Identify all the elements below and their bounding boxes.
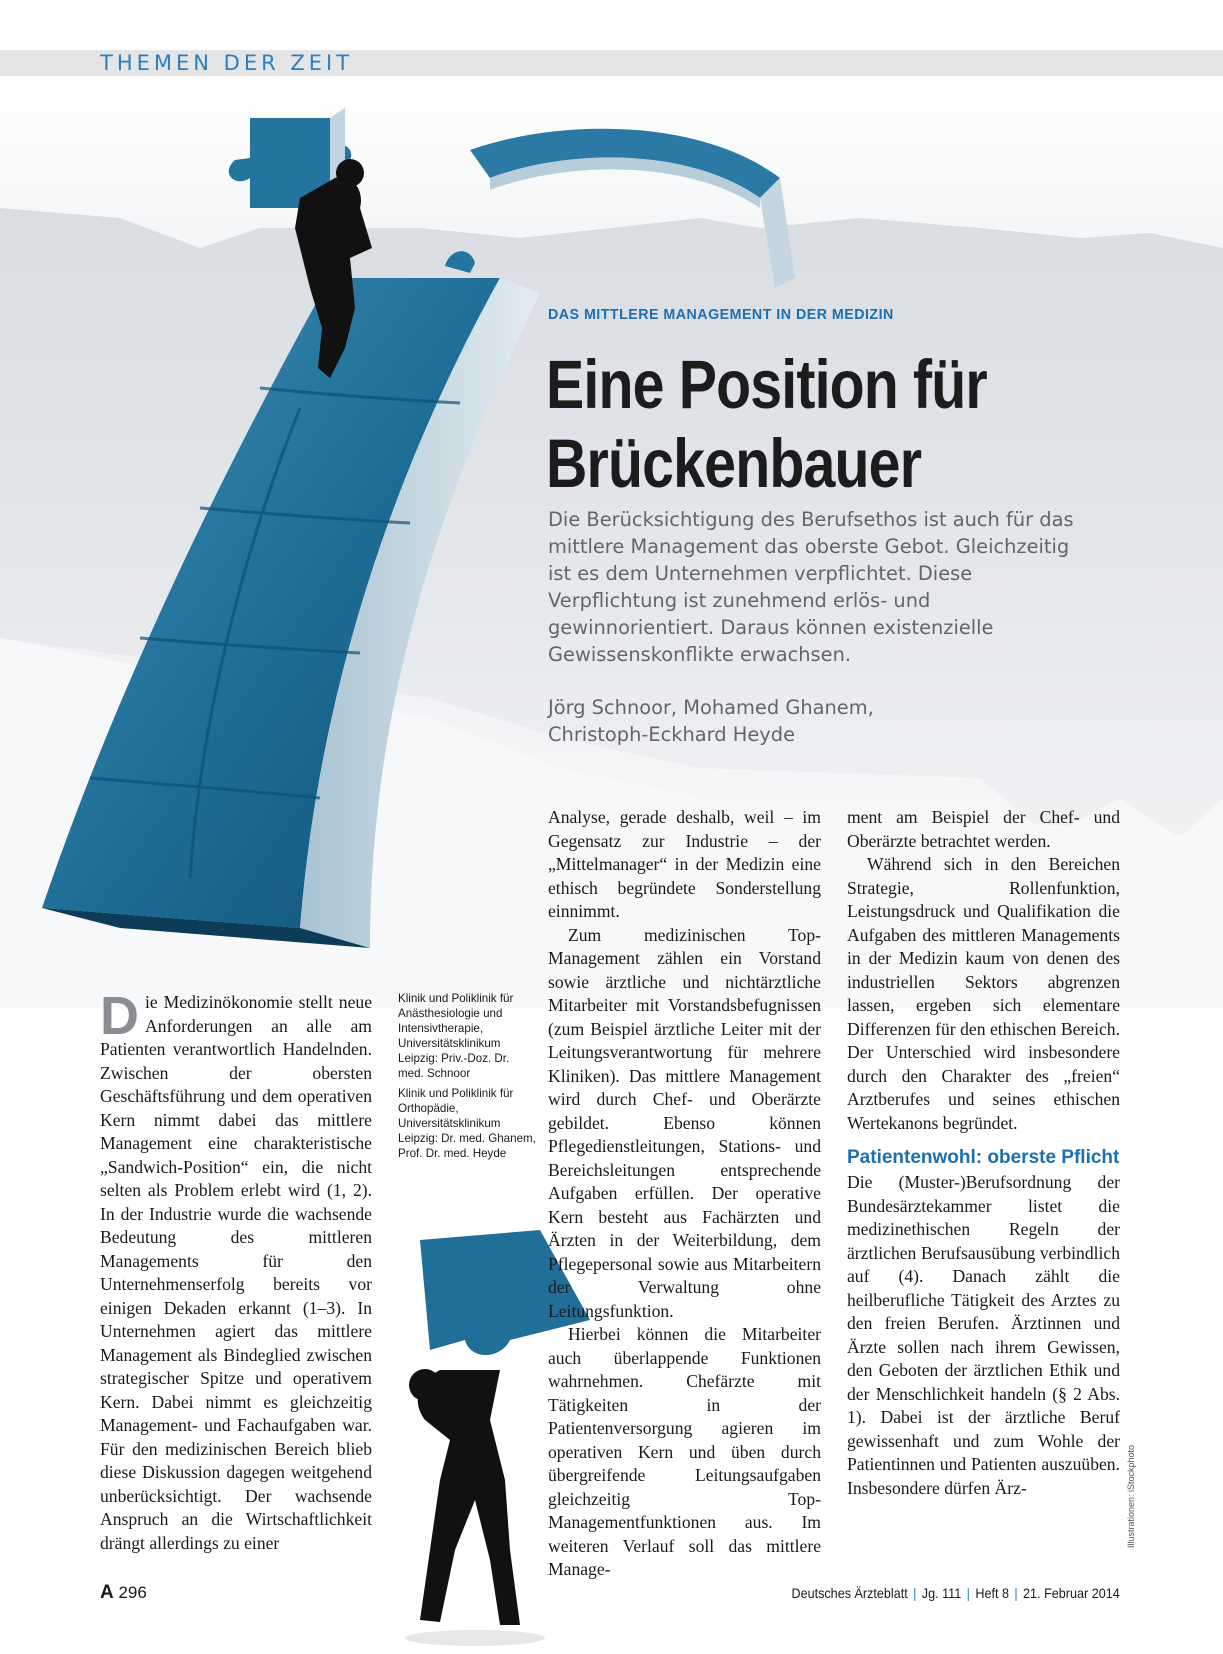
journal-issue: Heft 8 [975,1585,1010,1601]
affiliations [398,991,538,1161]
article-title [546,345,1077,503]
column-3-paragraph-2: Zum medizinischen Top-Management zählen ein Vorstand sowie ärztliche und nichtärztliche Mitarbeiter mit Vorstandsbefugnissen (zum Beispiel ärztliche Leiter mit der Leitungsverantwortung für mehrere Kliniken). Das mittlere Management wird durch Chef- und Oberärzte gebildet. Ebenso können Pflegedienstleitungen, Stations- und Bereichsleitungen entsprechende Aufgaben erfüllen. Der operative Kern besteht aus Fachärzten und Ärzten in der Weiterbildung, dem Pflegepersonal sowie aus Mitarbeitern der Verwaltung ohne Leitungsfunktion. [548,924,821,1321]
body-column-1 [100,986,372,1555]
column-4-paragraph-2: Während sich in den Bereichen Strategie, Rollenfunktion, Leistungsdruck und Qualifikation die Aufgaben des mittleren Managements in der Medizin kaum von denen des industriellen Sektors abgrenzen lassen, ergeben sich elementare Differenzen für den ethischen Bereich. Der Unterschied wird insbesondere durch den Charakter des „freien“ Arztberufes und seines ethischen Wertekanons begründet. [847,854,1120,1133]
title-line-1: Eine Position für [546,346,987,423]
page-number [100,1582,147,1604]
column-4-paragraph-1: ment am Beispiel der Chef- und Oberärzte betrachtet werden. [847,807,1120,851]
image-credit: Illustrationen: iStockphoto [1126,1444,1136,1548]
page-number-value: 296 [118,1583,147,1602]
body-column-3 [548,806,821,1582]
affiliation-2: Klinik und Poliklinik für Orthopädie, Universitätsklinikum Leipzig: Dr. med. Ghanem, Prof. Dr. med. Heyde [398,1087,536,1160]
section-label: THEMEN DER ZEIT [100,51,354,75]
dropcap: D [100,986,139,1046]
authors-line-2: Christoph-Eckhard Heyde [548,723,795,746]
journal-footer: Deutsches Ärzteblatt | Jg. 111 | Heft 8 | 21. Februar 2014 [791,1585,1120,1601]
column-3-paragraph-3: Hierbei können die Mitarbeiter auch überlappende Funktionen wahrnehmen. Chefärzte mit Tätigkeiten in der Patientenversorgung agieren im operativen Kern und üben durch übergreifende Leitungsaufgaben gleichzeitig Top-Managementfunktionen aus. Im weiteren Verlauf soll das mittlere Manage- [548,1324,821,1579]
article-kicker: DAS MITTLERE MANAGEMENT IN DER MEDIZIN [548,306,894,323]
journal-volume: Jg. 111 [922,1585,962,1601]
article-authors [548,694,1088,748]
body-column-4 [847,806,1120,1500]
journal-name: Deutsches Ärzteblatt [791,1585,909,1601]
page-prefix: A [100,1582,114,1603]
column-3-paragraph-1: Analyse, gerade deshalb, weil – im Gegensatz zur Industrie – der „Mittelmanager“ in der Medizin eine ethisch begründete Sonderstellung einnimmt. [548,807,821,921]
article-lead: Die Berücksichtigung des Berufsethos ist auch für das mittlere Management das oberste Gebot. Gleichzeitig ist es dem Unternehmen verpflichtet. Diese Verpflichtung ist zunehmend erlös- und gewinnorientiert. Daraus können existenzielle Gewissenskonflikte erwachsen. [548,508,1074,666]
subheading: Patientenwohl: oberste Pflicht [847,1147,1120,1168]
journal-date: 21. Februar 2014 [1023,1585,1120,1601]
column-1-text: ie Medizinökonomie stellt neue Anforderungen an alle am Patienten verantwortlich Handelnden. Zwischen der obersten Geschäftsführung und dem operativen Kern nimmt dabei das mittlere Management eine charakteristische „Sandwich-Position“ ein, die nicht selten als Problem erlebt wird (1, 2). In der Industrie wurde die wachsende Bedeutung des mittleren Managements für den Unternehmenserfolg bereits vor einigen Dekaden erkannt (1–3). In Unternehmen agiert das mittlere Management als Bindeglied zwischen strategischer Spitze und operativem Kern. Dabei nimmt es gleichzeitig Management- und Fachaufgaben war. Für den medizinischen Bereich blieb diese Diskussion dagegen weitgehend unberücksichtigt. Der wachsende Anspruch an die Wirtschaftlichkeit drängt allerdings zu einer [100,992,372,1553]
affiliation-1: Klinik und Poliklinik für Anästhesiologie und Intensivtherapie, Universitätsklinikum Leipzig: Priv.-Doz. Dr. med. Schnoor [398,992,514,1080]
column-4-paragraph-3: Die (Muster-)Berufsordnung der Bundesärztekammer listet die medizinethischen Regeln der ärztlichen Berufsausübung verbindlich auf (4). Danach zählt die heilberufliche Tätigkeit des Arztes zu den freien Berufen. Ärztinnen und Ärzte sollen nach ihrem Gewissen, den Geboten der ärztlichen Ethik und der Menschlichkeit handeln (§ 2 Abs. 1). Dabei ist der ärztliche Beruf gewissenhaft und zum Wohle der Patientinnen und Patienten auszuüben. Insbesondere dürfen Ärz- [847,1172,1120,1498]
authors-line-1: Jörg Schnoor, Mohamed Ghanem, [548,696,874,719]
title-line-2: Brückenbauer [546,425,922,502]
